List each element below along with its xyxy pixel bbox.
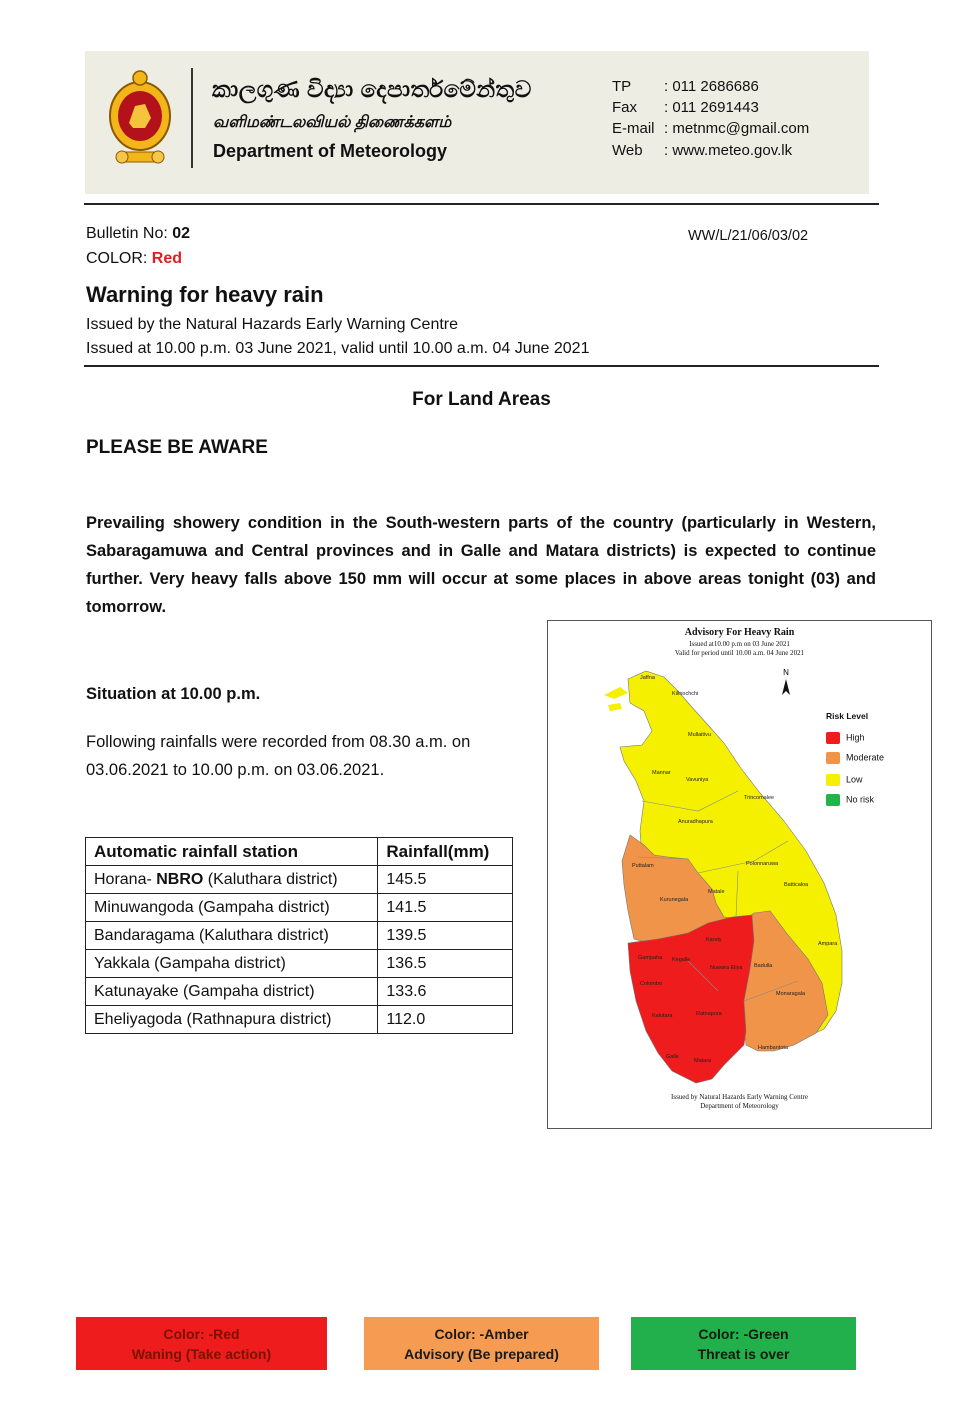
district-label: Kilinochchi	[672, 691, 699, 697]
district-label: Colombo	[640, 981, 663, 987]
district-label: Mannar	[652, 770, 671, 776]
table-row	[86, 866, 513, 894]
district-label: Hambantota	[758, 1045, 788, 1051]
table-row	[86, 894, 513, 922]
rainfall-table	[85, 837, 513, 1034]
situation-heading: Situation at 10.00 p.m.	[86, 685, 261, 703]
district-label: Kandy	[706, 937, 722, 943]
swatch-high	[826, 732, 840, 744]
warning-title: Warning for heavy rain	[86, 282, 324, 307]
recorded-text: Following rainfalls were recorded from 08.30 a.m. on 03.06.2021 to 10.00 p.m. on 03.06.2021.	[86, 733, 471, 779]
district-label: Trincomalee	[744, 795, 775, 801]
map-title: Advisory For Heavy Rain	[684, 627, 795, 638]
bulletin-reference: WW/L/21/06/03/02	[688, 228, 809, 244]
district-label: Batticaloa	[784, 882, 809, 888]
rainfall-cell: 133.6	[378, 978, 513, 1006]
north-label: N	[783, 668, 789, 677]
col-station: Automatic rainfall station	[86, 838, 378, 866]
district-label: Gampaha	[638, 955, 663, 961]
district-label: Anuradhapura	[678, 819, 713, 825]
bulletin-number: Bulletin No: 02	[86, 225, 191, 242]
district-label: Galle	[666, 1054, 679, 1060]
district-label: Matale	[708, 889, 725, 895]
district-label: Nuwara Eliya	[710, 965, 743, 971]
district-label: Monaragala	[776, 991, 806, 997]
rainfall-cell: 141.5	[378, 894, 513, 922]
district-label: Ratnapura	[696, 1011, 722, 1017]
table-header-row	[86, 838, 513, 866]
rainfall-cell: 112.0	[378, 1006, 513, 1034]
district-label: Jaffna	[640, 675, 655, 681]
key-red: Color: -Red Waning (Take action)	[76, 1317, 327, 1370]
contact-fax: Fax : 011 2691443	[612, 99, 759, 116]
station-cell: Bandaragama (Kaluthara district)	[86, 922, 378, 950]
swatch-low	[826, 774, 840, 786]
map-valid: Valid for period until 10.00 a.m. 04 June 2021	[674, 649, 805, 657]
contact-tp: TP : 011 2686686	[612, 78, 759, 95]
please-be-aware: PLEASE BE AWARE	[86, 437, 268, 458]
district-label: Vavuniya	[686, 777, 709, 783]
station-cell: Horana- NBRO (Kaluthara district)	[86, 866, 378, 894]
key-amber: Color: -Amber Advisory (Be prepared)	[364, 1317, 599, 1370]
legend-low: Low	[826, 774, 863, 786]
legend-no-risk: No risk	[826, 794, 874, 806]
legend-title: Risk Level	[826, 711, 869, 721]
north-arrow-icon	[782, 679, 790, 695]
table-row	[86, 1006, 513, 1034]
rainfall-cell: 139.5	[378, 922, 513, 950]
zone-high	[628, 915, 754, 1083]
sri-lanka-emblem-icon	[105, 68, 175, 168]
district-label: Kalutara	[652, 1013, 673, 1019]
header-divider	[191, 68, 193, 168]
issued-at: Issued at 10.00 p.m. 03 June 2021, valid until 10.00 a.m. 04 June 2021	[86, 340, 590, 357]
warning-summary: Prevailing showery condition in the South-western parts of the country (particularly in Western, Sabaragamuwa and Central provinces and in Galle and Matara districts) is expected to continue further. Very heavy falls above 150 mm will occur at some places in above areas tonight (03) and tomorrow.	[86, 514, 876, 616]
sri-lanka-risk-map	[548, 621, 931, 1128]
contact-web: Web : www.meteo.gov.lk	[612, 142, 793, 159]
district-label: Ampara	[818, 941, 838, 947]
section-heading: For Land Areas	[412, 389, 551, 410]
legend-moderate: Moderate	[826, 752, 884, 764]
district-label: Mullaitivu	[688, 732, 711, 738]
rainfall-cell: 136.5	[378, 950, 513, 978]
table-row	[86, 922, 513, 950]
table-row	[86, 950, 513, 978]
map-issued: Issued at10.00 p.m on 03 June 2021	[689, 640, 790, 648]
issued-by: Issued by the Natural Hazards Early Warning Centre	[86, 316, 459, 333]
district-label: Kegalle	[672, 957, 691, 963]
bulletin-color: COLOR: Red	[86, 250, 183, 267]
district-label: Kurunegala	[660, 897, 689, 903]
col-rainfall: Rainfall(mm)	[378, 838, 513, 866]
divider-bottom	[84, 365, 879, 367]
map-footer-issuer: Issued by Natural Hazards Early Warning Centre	[671, 1093, 808, 1101]
district-label: Matara	[694, 1058, 712, 1064]
station-cell: Katunayake (Gampaha district)	[86, 978, 378, 1006]
district-label: Puttalam	[632, 863, 654, 869]
station-cell: Eheliyagoda (Rathnapura district)	[86, 1006, 378, 1034]
swatch-no-risk	[826, 794, 840, 806]
org-name-sinhala: කාලගුණ විද්‍යා දෙපාර්තමේන්තුව	[212, 76, 532, 102]
legend-high: High	[826, 732, 865, 744]
contact-email: E-mail : metnmc@gmail.com	[612, 120, 810, 137]
rainfall-cell: 145.5	[378, 866, 513, 894]
divider-top	[84, 203, 879, 205]
district-label: Badulla	[754, 963, 773, 969]
map-footer-dept: Department of Meteorology	[700, 1102, 779, 1110]
org-name-tamil: வளிமண்டலவியல் திணைக்களம்	[213, 114, 452, 131]
swatch-moderate	[826, 752, 840, 764]
key-green: Color: -Green Threat is over	[631, 1317, 856, 1370]
district-label: Polonnaruwa	[746, 861, 779, 867]
station-cell: Yakkala (Gampaha district)	[86, 950, 378, 978]
table-row	[86, 978, 513, 1006]
station-cell: Minuwangoda (Gampaha district)	[86, 894, 378, 922]
zone-islands	[604, 687, 628, 711]
org-name-english: Department of Meteorology	[213, 141, 448, 161]
